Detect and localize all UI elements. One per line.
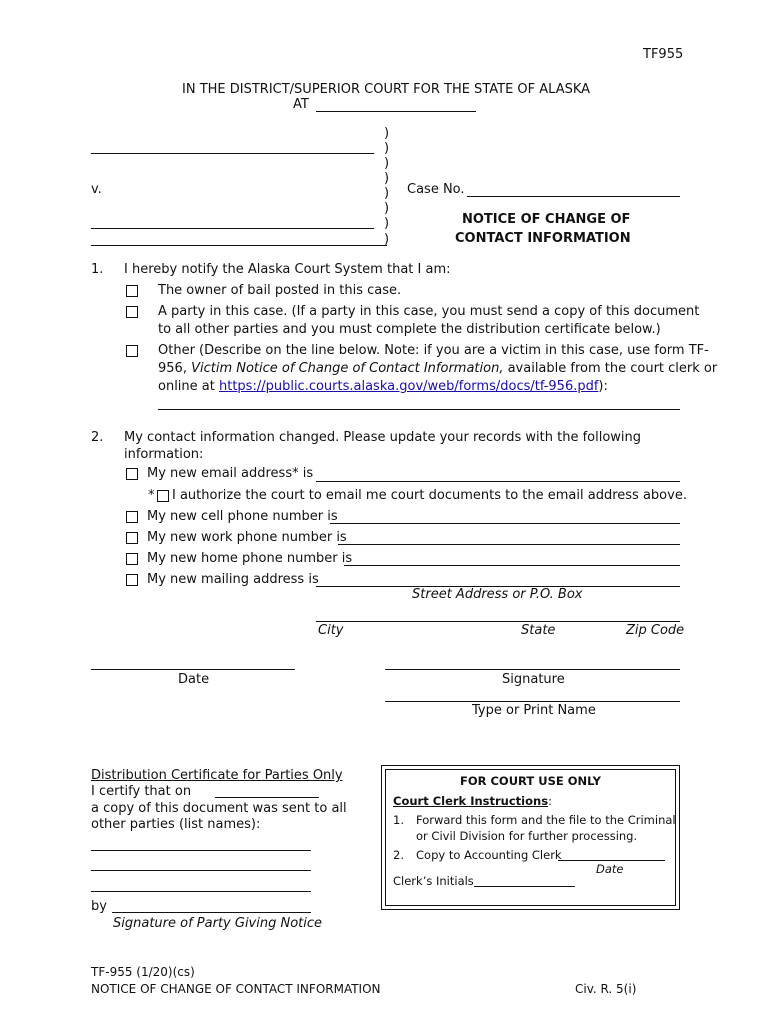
- other-label-line2: [158, 361, 717, 376]
- party-checkbox[interactable]: [126, 306, 138, 318]
- other-description-field[interactable]: [158, 409, 680, 410]
- other-checkbox[interactable]: [126, 345, 138, 357]
- by-label: by: [91, 899, 107, 914]
- email-label: My new email address* is: [147, 466, 314, 481]
- victim-form-name: Victim Notice of Change of Contact Information,: [191, 361, 504, 376]
- caption-paren: ): [384, 126, 390, 141]
- mailing-address-checkbox[interactable]: [126, 574, 138, 586]
- party2-field-line2[interactable]: [91, 245, 387, 246]
- court-heading: IN THE DISTRICT/SUPERIOR COURT FOR THE STATE OF ALASKA: [182, 82, 591, 97]
- footer-form-rev: TF-955 (1/20)(cs): [91, 965, 195, 979]
- court-use-title: FOR COURT USE ONLY: [460, 774, 601, 788]
- home-phone-checkbox[interactable]: [126, 553, 138, 565]
- clerk-instructions-label: Court Clerk Instructions: [393, 794, 549, 808]
- party-name-field[interactable]: [91, 891, 311, 892]
- party-name-field[interactable]: [91, 870, 311, 871]
- caption-paren: ): [384, 141, 390, 156]
- footer-rule: Civ. R. 5(i): [575, 982, 637, 996]
- certify-label: I certify that on: [91, 784, 192, 799]
- home-phone-field[interactable]: [344, 565, 680, 566]
- cell-phone-checkbox[interactable]: [126, 511, 138, 523]
- city-state-zip-field[interactable]: [316, 621, 680, 622]
- mailing-address-label: My new mailing address is: [147, 572, 319, 587]
- home-phone-label: My new home phone number is: [147, 551, 353, 566]
- clerk-item2-number: 2.: [393, 848, 404, 862]
- email-field[interactable]: [316, 481, 680, 482]
- caption-paren: ): [384, 216, 390, 231]
- email-checkbox[interactable]: [126, 468, 138, 480]
- accounting-date-caption: Date: [596, 862, 624, 876]
- case-no-label: Case No.: [407, 182, 465, 197]
- versus-label: v.: [91, 182, 102, 197]
- form-title-line2: CONTACT INFORMATION: [455, 231, 631, 246]
- work-phone-field[interactable]: [338, 544, 680, 545]
- section2-number: 2.: [91, 430, 104, 445]
- clerk-item1-line2: or Civil Division for further processing.: [416, 829, 638, 843]
- other-label-text: ):: [598, 379, 608, 394]
- copy-sent-line2: other parties (list names):: [91, 817, 261, 832]
- clerk-initials-label: Clerk’s Initials: [393, 874, 474, 888]
- copy-sent-line1: a copy of this document was sent to all: [91, 801, 347, 816]
- cell-phone-label: My new cell phone number is: [147, 509, 338, 524]
- distribution-title: Distribution Certificate for Parties Only: [91, 768, 343, 783]
- city-caption: City: [318, 623, 344, 638]
- zip-caption: Zip Code: [626, 623, 685, 638]
- state-caption: State: [521, 623, 556, 638]
- caption-paren: ): [384, 232, 390, 247]
- work-phone-label: My new work phone number is: [147, 530, 347, 545]
- footer-form-title: NOTICE OF CHANGE OF CONTACT INFORMATION: [91, 982, 381, 996]
- party-label-line2: to all other parties and you must complete the distribution certificate below.): [158, 322, 661, 337]
- caption-paren: ): [384, 171, 390, 186]
- signature-field[interactable]: [385, 669, 680, 670]
- party2-field[interactable]: [91, 228, 374, 229]
- clerk-initials-field[interactable]: [474, 886, 575, 887]
- section1-intro: I hereby notify the Alaska Court System that I am:: [124, 262, 451, 277]
- date-field[interactable]: [91, 669, 295, 670]
- form-code: TF955: [643, 47, 684, 62]
- authorize-email-label: I authorize the court to email me court documents to the email address above.: [172, 488, 687, 503]
- party-name-field[interactable]: [91, 850, 311, 851]
- bail-owner-label: The owner of bail posted in this case.: [158, 283, 402, 298]
- clerk-item2-label: Copy to Accounting Clerk: [416, 848, 562, 862]
- caption-paren: ): [384, 186, 390, 201]
- section1-number: 1.: [91, 262, 104, 277]
- other-label-line1: Other (Describe on the line below. Note: if you are a victim in this case, use form TF-: [158, 343, 709, 358]
- other-label-text: available from the court clerk or: [503, 361, 718, 376]
- other-label-text: online at: [158, 379, 219, 394]
- accounting-date-field[interactable]: [558, 860, 665, 861]
- cell-phone-field[interactable]: [330, 523, 680, 524]
- section2-intro-line1: My contact information changed. Please update your records with the following: [124, 430, 642, 445]
- date-label: Date: [178, 672, 210, 687]
- authorize-asterisk: *: [148, 488, 155, 503]
- certify-date-field[interactable]: [215, 797, 319, 798]
- print-name-field[interactable]: [385, 701, 680, 702]
- clerk-instructions-colon: :: [548, 794, 552, 808]
- other-label-text: 956,: [158, 361, 192, 376]
- form-title-line1: NOTICE OF CHANGE OF: [462, 212, 631, 227]
- clerk-item1-number: 1.: [393, 813, 404, 827]
- party1-field[interactable]: [91, 153, 374, 154]
- party-signature-caption: Signature of Party Giving Notice: [113, 916, 323, 931]
- street-address-caption: Street Address or P.O. Box: [412, 587, 583, 602]
- clerk-item1-line1: Forward this form and the file to the Criminal: [416, 813, 676, 827]
- tf956-link[interactable]: https://public.courts.alaska.gov/web/forms/docs/tf-956.pdf: [218, 379, 599, 394]
- case-no-field[interactable]: [467, 196, 680, 197]
- bail-owner-checkbox[interactable]: [126, 285, 138, 297]
- court-location-field[interactable]: [316, 111, 476, 112]
- print-name-label: Type or Print Name: [472, 703, 596, 718]
- caption-paren: ): [384, 156, 390, 171]
- party-signature-field[interactable]: [112, 912, 311, 913]
- party-label-line1: A party in this case. (If a party in this case, you must send a copy of this document: [158, 304, 700, 319]
- section2-intro-line2: information:: [124, 447, 204, 462]
- caption-paren: ): [384, 201, 390, 216]
- court-location-label: AT: [293, 97, 309, 112]
- signature-label: Signature: [502, 672, 565, 687]
- clerk-instructions-heading: [393, 794, 552, 808]
- work-phone-checkbox[interactable]: [126, 532, 138, 544]
- other-label-line3: [158, 379, 608, 394]
- authorize-email-checkbox[interactable]: [157, 490, 169, 502]
